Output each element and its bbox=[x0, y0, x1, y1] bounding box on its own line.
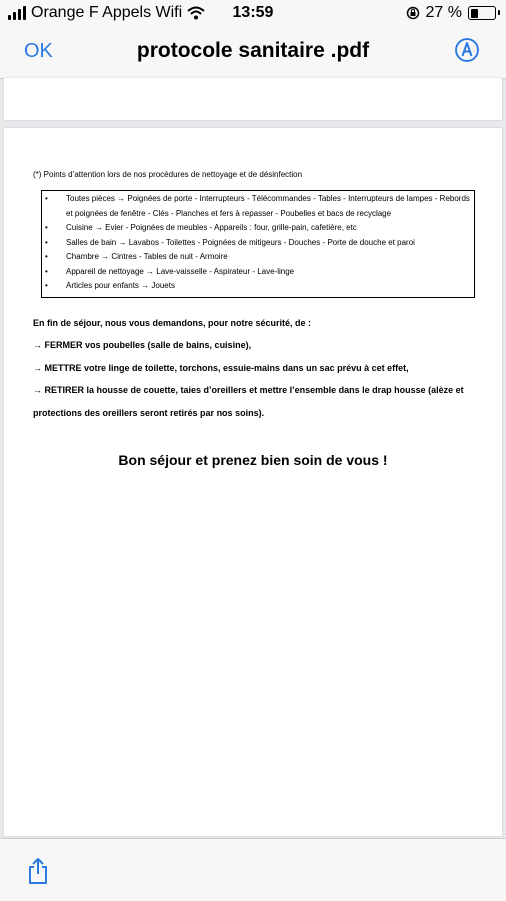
pdf-page bbox=[4, 128, 502, 836]
list-item bbox=[42, 265, 474, 280]
document-title: protocole sanitaire .pdf bbox=[136, 39, 370, 62]
battery-fill bbox=[471, 9, 478, 18]
status-right bbox=[406, 4, 496, 22]
bullet: • bbox=[45, 281, 48, 290]
bullet: • bbox=[45, 237, 48, 247]
battery-percent: 27 % bbox=[425, 4, 462, 21]
navigation-bar bbox=[0, 28, 506, 79]
list-item-text: Cuisine → Evier - Poignées de meubles - Appareils : four, grille-pain, cafetière, etc bbox=[66, 223, 357, 232]
list-item-text: Salles de bain → Lavabos - Toilettes - Poignées de mitigeurs - Douches - Porte de douche et paroi bbox=[66, 237, 415, 247]
bullet: • bbox=[45, 223, 48, 232]
list-item-text: Appareil de nettoyage → Lave-vaisselle - Aspirateur - Lave-linge bbox=[66, 266, 295, 276]
list-item bbox=[42, 192, 474, 221]
list-item bbox=[42, 236, 474, 251]
instruction-step bbox=[33, 379, 483, 401]
battery-cap bbox=[498, 10, 500, 15]
instruction-step bbox=[33, 334, 483, 356]
list-item bbox=[42, 221, 474, 236]
list-item-text: Articles pour enfants → Jouets bbox=[66, 281, 175, 290]
previous-page bbox=[4, 78, 502, 120]
share-icon[interactable] bbox=[26, 857, 50, 885]
attention-list bbox=[41, 190, 475, 298]
end-of-stay-intro: En fin de séjour, nous vous demandons, pour notre sécurité, de : bbox=[33, 318, 312, 328]
list-item bbox=[42, 250, 474, 265]
instruction-step bbox=[33, 357, 483, 379]
arrow: → bbox=[33, 385, 42, 395]
instruction-text: FERMER vos poubelles (salle de bains, cuisine), bbox=[44, 340, 252, 350]
instruction-text: METTRE votre linge de toilette, torchons, essuie-mains dans un sac prévu à cet effet, bbox=[44, 363, 409, 373]
attention-intro: (*) Points d’attention lors de nos procédures de nettoyage et de désinfection bbox=[33, 170, 303, 179]
bullet: • bbox=[45, 194, 48, 203]
list-item-text: Chambre → Cintres - Tables de nuit - Armoire bbox=[66, 252, 228, 261]
status-bar bbox=[0, 0, 506, 28]
bullet: • bbox=[45, 252, 48, 261]
status-time: 13:59 bbox=[232, 4, 274, 21]
list-item bbox=[42, 279, 474, 294]
bottom-toolbar bbox=[0, 838, 506, 901]
closing-message: Bon séjour et prenez bien soin de vous ! bbox=[118, 452, 388, 468]
markup-pen-icon[interactable] bbox=[455, 38, 479, 62]
rotation-lock-icon bbox=[406, 6, 420, 20]
instruction-continuation: protections des oreillers seront retirés par nos soins). bbox=[33, 408, 265, 418]
list-item-text: Toutes pièces → Poignées de porte - Interrupteurs - Télécommandes - Tables - Interrupteurs de lampes - Rebords et poignées de fenêtre - Clés - Planches et fers à repasser - Poubelles et bacs de recyclage bbox=[66, 194, 470, 218]
ok-button[interactable]: OK bbox=[24, 40, 53, 62]
instruction-text: RETIRER la housse de couette, taies d’oreillers et mettre l’ensemble dans le drap housse (alèze et bbox=[44, 385, 464, 395]
carrier-name: Orange F Appels Wifi bbox=[31, 4, 183, 21]
arrow: → bbox=[33, 340, 42, 350]
bullet: • bbox=[45, 266, 48, 276]
arrow: → bbox=[33, 363, 42, 373]
battery-icon bbox=[468, 6, 496, 20]
